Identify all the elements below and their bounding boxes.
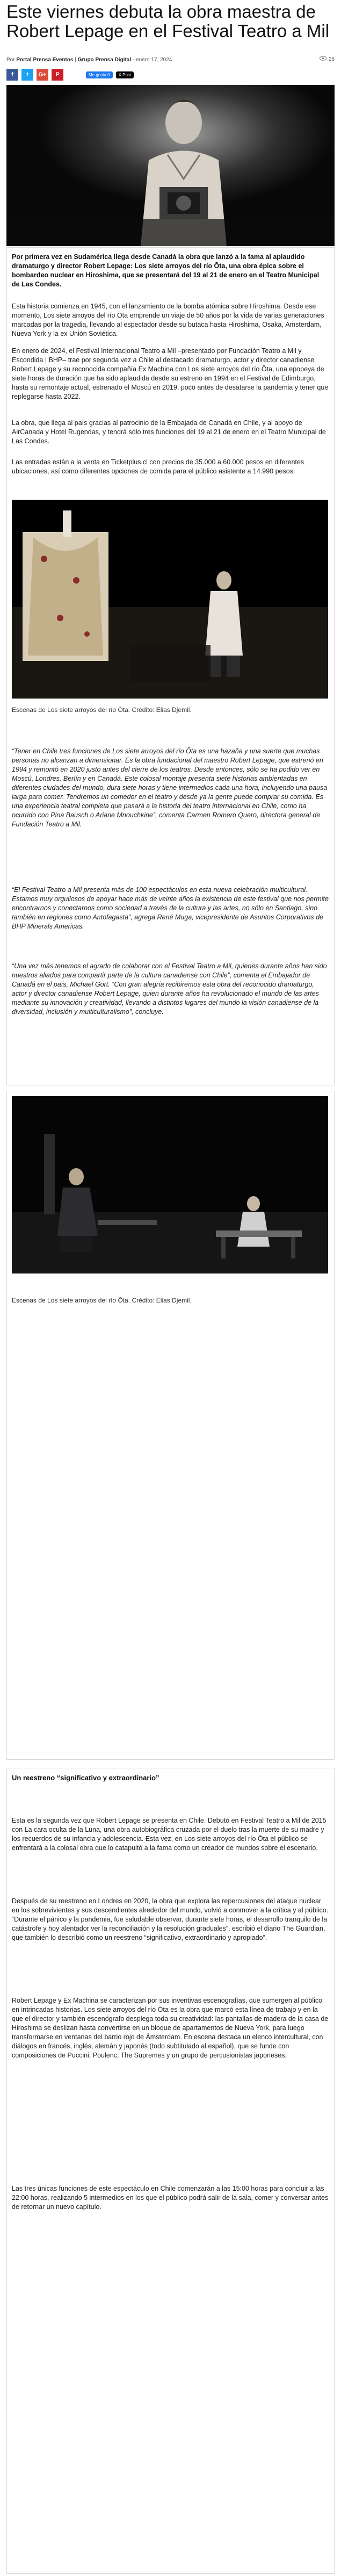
photo-caption: Escenas de Los siete arroyos del río Ōta. Crédito: Elias Djemil. (12, 706, 192, 714)
twitter-share-button[interactable] (21, 69, 33, 81)
googleplus-share-button[interactable] (37, 69, 48, 81)
body-paragraph: Las entradas están a la venta en Ticketplus.cl con precios de 35.000 a 60.000 pesos en diferentes ubicaciones, así como diferentes opciones de comida para el público asistente a 14.990 pesos. (12, 458, 304, 475)
fb-like-button[interactable]: Me gusta 0 (86, 71, 113, 78)
facebook-icon: f (11, 71, 13, 78)
body-paragraph: La obra, que llega al país gracias al patrocinio de la Embajada de Canadá en Chile, y al apoyo de AirCanada y Hotel Rugendas, y tendrá sólo tres funciones del 19 al 21 de enero en el Teatro Municipal de Las Condes. (12, 419, 326, 445)
views-count: 26 (328, 56, 335, 62)
views-counter (320, 56, 335, 62)
category-link[interactable]: Grupo Prensa Digital (77, 57, 132, 63)
body-paragraph: Después de su reestreno en Londres en 2020, la obra que explora las repercusiones del ataque nuclear en los sobrevivientes y sus descendientes alrededor del mundo, volvió a conmover a la crítica y al público. “Durante el pánico y la pandemia, fue saludable observar, durante siete horas, el desarrollo tranquilo de la catástrofe y hoy alentador ver la reconciliación y la resolución graduales”, escribió el diario The Guardian, que también lo describió como un reestreno “significativo, extraordinario y apropiado”. (12, 1897, 329, 1941)
body-paragraph: Las tres únicas funciones de este espectáculo en Chile comenzarán a las 15:00 horas para concluir a las 22:00 horas, realizando 5 intermedios en los que el público podrá salir de la sala, comer y conversar antes de retornar un nuevo capítulo. (12, 2185, 329, 2211)
eye-icon (320, 56, 327, 62)
section-subheading: Un reestreno “significativo y extraordinario” (12, 1774, 159, 1782)
stage-photo-1 (12, 500, 328, 699)
photo-caption: Escenas de Los siete arroyos del río Ōta. Crédito: Elias Djemil. (12, 1297, 192, 1304)
body-paragraph: En enero de 2024, el Festival Internacional Teatro a Mil –presentado por Fundación Teatro a Mil y Escondida | BHP– trae por segunda vez a Chile al destacado dramaturgo, actor y director canadiense Robert Lepage y su reconocida compañía Ex Machina con Los siete arroyos del río Ōta, una epopeya de siete horas de duración que ha sido aplaudida desde su estreno en 1994 en el Festival de Edimburgo, hasta su remontaje actual, estrenado el Moscú en 2019, poco antes de desatarse la pandemia y tener que replegarse hasta 2022. (12, 347, 329, 400)
author-link[interactable]: Portal Prensa Eventos (16, 57, 74, 63)
social-widgets (86, 71, 134, 78)
article-title: Este viernes debuta la obra maestra de Robert Lepage en el Festival Teatro a Mil (6, 2, 330, 41)
article-meta (6, 57, 335, 63)
body-paragraph: Esta historia comienza en 1945, con el lanzamiento de la bomba atómica sobre Hiroshima. Desde ese momento, Los siete arroyos del río Ōta emprende un viaje de 50 años por la vida de varias generaciones marcadas por la tragedia, llevando al espectador desde su butaca hasta Hiroshima, Osaka, Ámsterdam, Nueva York y la ex Unión Soviética. (12, 303, 324, 337)
share-bar (6, 69, 63, 81)
googleplus-icon: G+ (38, 71, 47, 78)
body-paragraph: Esta es la segunda vez que Robert Lepage se presenta en Chile. Debutó en Festival Teatro a Mil de 2015 con La cara oculta de la Luna, una obra autobiográfica cruzada por el duelo tras la muerte de su madre y los recuerdos de su infancia y adolescencia. Esta vez, en Los siete arroyos del río Ōta el público se enfrentará a la colosal obra que lo catapultó a la fama como un creador de mundos sobre el escenario. (12, 1817, 327, 1852)
meta-separator: - (132, 57, 135, 63)
body-paragraph: Robert Lepage y Ex Machina se caracterizan por sus inventivas escenografías, que sumergen al público en intrincadas historias. Los siete arroyos del río Ōta es la obra que marcó esta línea de trabajo y en la que el director y también escenógrafo desplega toda su creatividad: las pantallas de madera de la casa de Hiroshima se deslizan hasta convertirse en un bloque de apartamentos de Nueva York, para luego transformarse en ventanas del barrio rojo de Ámsterdam. En escena destaca un elenco intercultural, con diálogos en francés, inglés, alemán y japonés (todo subtitulado al español), que se funde con composiciones de Puccini, Poulenc, The Supremes y un grupo de percusionistas japoneses. (12, 1997, 329, 2059)
lead-paragraph: Por primera vez en Sudamérica llega desde Canadá la obra que lanzó a la fama al aplaudido dramaturgo y director Robert Lepage: Los siete arroyos del río Ōta, una obra épica sobre el bombardeo nuclear en Hiroshima, que se presentará del 19 al 21 de enero en el Teatro Municipal de Las Condes. (12, 253, 320, 288)
hero-image (6, 85, 335, 246)
twitter-icon: t (26, 71, 28, 78)
pinterest-share-button[interactable] (52, 69, 63, 81)
article-section-3 (6, 1768, 335, 2574)
article-date: enero 17, 2024 (136, 57, 172, 63)
meta-prefix: Por (6, 57, 15, 63)
stage-photo-2 (12, 1096, 328, 1273)
meta-separator: | (75, 57, 76, 63)
quote-paragraph: “El Festival Teatro a Mil presenta más de 100 espectáculos en esta nueva celebración multicultural. Estamos muy orgullosos de apoyar hace más de veinte años la existencia de este festival que nos permite encontrarnos y conectarnos como sociedad a través de la cultura y las artes, no sólo en Santiago, sino también en regiones como Antofagasta”, agrega René Muga, vicepresidente de Asuntos Corporativos de BHP Minerals Americas. (12, 886, 329, 930)
x-post-button[interactable]: X Post (116, 71, 134, 78)
quote-paragraph: “Tener en Chile tres funciones de Los siete arroyos del río Ōta es una hazaña y una suerte que muchas personas no alcanzan a dimensionar. Es la obra fundacional del maestro Robert Lepage, que estrenó en 1994 y remontó en 2020 justo antes del cierre de los teatros. Desde entonces, sólo se ha podido ver en Moscú, Londres, Berlín y en Canadá. Este colosal montaje presenta siete historias ambientadas en diferentes ciudades del mundo, dura siete horas y tiene intermedios cada una hora, incluyendo una pausa larga para comer. Tendremos un comedor en el teatro y desde ya la gente puede comprar su comida. Es una experiencia teatral completa que pasará a la historia del teatro internacional en Chile, como ha ocurrido con Pina Bausch o Ariane Mnouchkine”, comenta Carmen Romero Quero, directora general de Fundación Teatro a Mil. (12, 747, 328, 828)
pinterest-icon: P (55, 71, 60, 78)
facebook-share-button[interactable] (6, 69, 18, 81)
quote-paragraph: “Una vez más tenemos el agrado de colaborar con el Festival Teatro a Mil, quienes durante años han sido nuestros aliados para compartir parte de la cultura canadiense con Chile”, comenta el Embajador de Canadá en el país, Michael Gort. “Con gran alegría recibiremos esta obra del reconocido dramaturgo, actor y director canadiense Robert Lepage, quien durante años ha revolucionado el mundo de las artes mediante su innovación y creatividad, llevando a distintos lugares del mundo la visión canadiense de la diversidad, inclusión y multiculturalismo”, concluye. (12, 962, 327, 1016)
